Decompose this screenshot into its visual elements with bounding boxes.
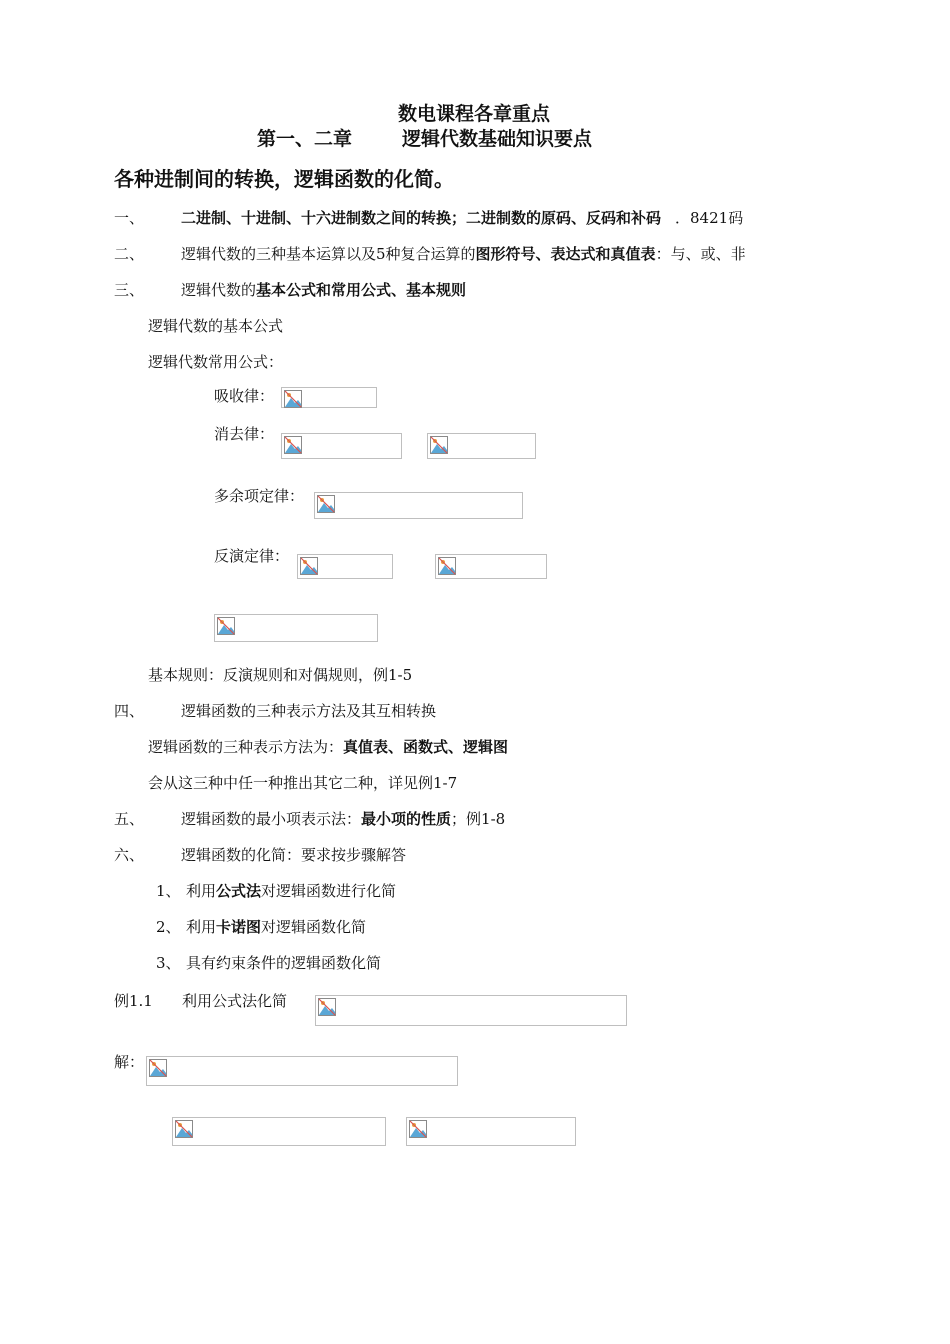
formula-image: [146, 1056, 458, 1086]
item-tail: ．8421码: [675, 209, 744, 227]
section-heading: 各种进制间的转换，逻辑函数的化简。: [114, 167, 454, 191]
common-formula-label: 逻辑代数常用公式：: [148, 353, 284, 371]
sub-item-text: 具有约束条件的逻辑函数化简: [186, 954, 382, 972]
basic-formula-label: 逻辑代数的基本公式: [148, 317, 284, 335]
three-ways-bold: 真值表、函数式、逻辑图: [343, 738, 509, 756]
broken-image-icon: [430, 436, 448, 454]
item-bold: 二进制、十进制、十六进制数之间的转换；二进制数的原码、反码和补码: [181, 209, 662, 227]
item-number: 六、: [114, 846, 145, 864]
item-number: 四、: [114, 702, 145, 720]
redundant-law-label: 多余项定律：: [214, 487, 305, 505]
item-pre: 逻辑代数的三种基本运算以及5种复合运算的: [181, 245, 476, 263]
item-number: 三、: [114, 281, 145, 299]
broken-image-icon: [300, 557, 318, 575]
broken-image-icon: [284, 436, 302, 454]
sub-bold: 卡诺图: [216, 918, 262, 936]
item-bold: 基本公式和常用公式、基本规则: [256, 281, 467, 299]
item-tail: ：与、或、非: [655, 245, 746, 263]
item-bold: 图形符号、表达式和真值表: [475, 245, 656, 263]
broken-image-icon: [175, 1120, 193, 1138]
formula-image: [427, 433, 536, 459]
solution-label: 解：: [114, 1053, 145, 1071]
sub-pre: 利用: [186, 918, 217, 936]
sub-item-text: [186, 917, 366, 937]
item-number: 二、: [114, 245, 145, 263]
item-pre: 逻辑函数的最小项表示法：: [181, 810, 362, 828]
demorgan-law-label: 反演定律：: [214, 547, 290, 565]
formula-image: [435, 554, 547, 579]
item-text: [181, 809, 505, 829]
sub-item-number: 1、: [156, 882, 181, 900]
broken-image-icon: [317, 495, 335, 513]
derive-text: 会从这三种中任一种推出其它二种，详见例1-7: [148, 774, 458, 792]
sub-tail: 对逻辑函数进行化简: [261, 882, 397, 900]
sub-item-text: [186, 881, 396, 901]
item-text: [181, 244, 746, 264]
item-number: 一、: [114, 209, 145, 227]
sub-bold: 公式法: [216, 882, 262, 900]
basic-rules-text: 基本规则：反演规则和对偶规则，例1-5: [148, 666, 413, 684]
sub-pre: 利用: [186, 882, 217, 900]
example-label: 例1.1: [114, 992, 153, 1010]
sub-tail: 对逻辑函数化简: [261, 918, 367, 936]
formula-image: [406, 1117, 576, 1146]
elimination-law-label: 消去律：: [214, 425, 275, 443]
item-text: 逻辑函数的三种表示方法及其互相转换: [181, 702, 437, 720]
item-bold: 最小项的性质: [361, 810, 452, 828]
absorption-law-label: 吸收律：: [214, 387, 275, 405]
formula-image: [315, 995, 627, 1026]
sub-item-number: 2、: [156, 918, 181, 936]
broken-image-icon: [149, 1059, 167, 1077]
chapter-subtitle: 逻辑代数基础知识要点: [402, 128, 593, 150]
broken-image-icon: [217, 617, 235, 635]
item-pre: 逻辑代数的: [181, 281, 257, 299]
three-ways-text: [148, 737, 508, 757]
item-text: [181, 208, 743, 228]
broken-image-icon: [438, 557, 456, 575]
formula-image: [281, 433, 402, 459]
formula-image: [172, 1117, 386, 1146]
document-title: 数电课程各章重点: [398, 103, 551, 125]
broken-image-icon: [409, 1120, 427, 1138]
three-ways-pre: 逻辑函数的三种表示方法为：: [148, 738, 344, 756]
chapter-title: 第一、二章: [257, 128, 353, 150]
item-text: [181, 280, 466, 300]
formula-image: [214, 614, 378, 642]
item-tail: ；例1-8: [451, 810, 506, 828]
item-number: 五、: [114, 810, 145, 828]
broken-image-icon: [318, 998, 336, 1016]
formula-image: [297, 554, 393, 579]
formula-image: [281, 387, 377, 408]
broken-image-icon: [284, 390, 302, 408]
formula-image: [314, 492, 523, 519]
example-text: 利用公式法化简: [182, 992, 288, 1010]
item-text: 逻辑函数的化简：要求按步骤解答: [181, 846, 407, 864]
sub-item-number: 3、: [156, 954, 181, 972]
